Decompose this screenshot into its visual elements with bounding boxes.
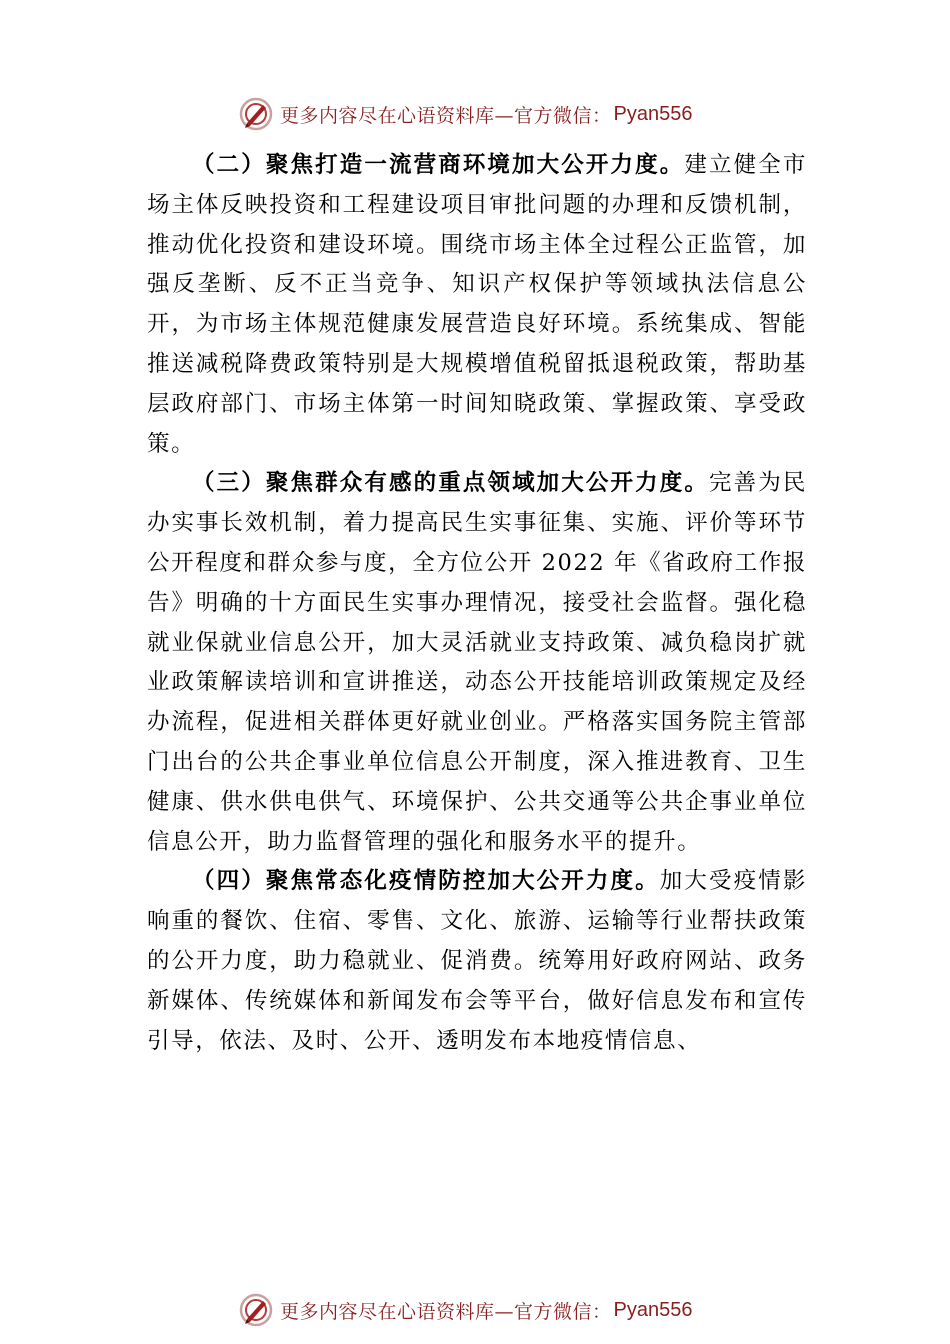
paragraph-body: 加大受疫情影响重的餐饮、住宿、零售、文化、旅游、运输等行业帮扶政策的公开力度，助力稳就业、促消费。统筹用好政府网站、政务新媒体、传统媒体和新闻发布会等平台，做好信息发布和宣传引导，依法、及时、公开、透明发布本地疫情信息、 [147, 868, 807, 1054]
header-banner [238, 94, 738, 134]
paragraph-body: 完善为民办实事长效机制，着力提高民生实事征集、实施、评价等环节公开程度和群众参与度，全方位公开 2022 年《省政府工作报告》明确的十方面民生实事办理情况，接受社会监督。强化稳就业保就业信息公开，加大灵活就业支持政策、减负稳岗扩就业政策解读培训和宣讲推送，动态公开技能培训政策规定及经办流程，促进相关群体更好就业创业。严格落实国务院主管部门出台的公共企事业单位信息公开制度，深入推进教育、卫生健康、供水供电供气、环境保护、公共交通等公共企事业单位信息公开，助力监督管理的强化和服务水平的提升。 [147, 470, 807, 855]
banner-text: 更多内容尽在心语资料库—官方微信： [280, 1300, 612, 1323]
paragraph-heading: （四）聚焦常态化疫情防控加大公开力度。 [192, 868, 660, 895]
pen-logo-icon [238, 96, 274, 132]
wechat-id: Pyan556 [613, 102, 693, 125]
footer-banner [238, 1290, 738, 1330]
paragraph [147, 464, 807, 862]
document-body [147, 146, 807, 1061]
paragraph [147, 146, 807, 464]
paragraph-body: 建立健全市场主体反映投资和工程建设项目审批问题的办理和反馈机制，推动优化投资和建设环境。围绕市场主体全过程公正监管，加强反垄断、反不正当竞争、知识产权保护等领域执法信息公开，为市场主体规范健康发展营造良好环境。系统集成、智能推送减税降费政策特别是大规模增值税留抵退税政策，帮助基层政府部门、市场主体第一时间知晓政策、掌握政策、享受政策。 [147, 152, 807, 457]
paragraph-heading: （二）聚焦打造一流营商环境加大公开力度。 [192, 152, 685, 178]
banner-text: 更多内容尽在心语资料库—官方微信： [280, 104, 612, 127]
paragraph-heading: （三）聚焦群众有感的重点领域加大公开力度。 [192, 470, 710, 497]
paragraph [147, 862, 807, 1061]
wechat-id: Pyan556 [613, 1298, 693, 1321]
pen-logo-icon [238, 1292, 274, 1328]
